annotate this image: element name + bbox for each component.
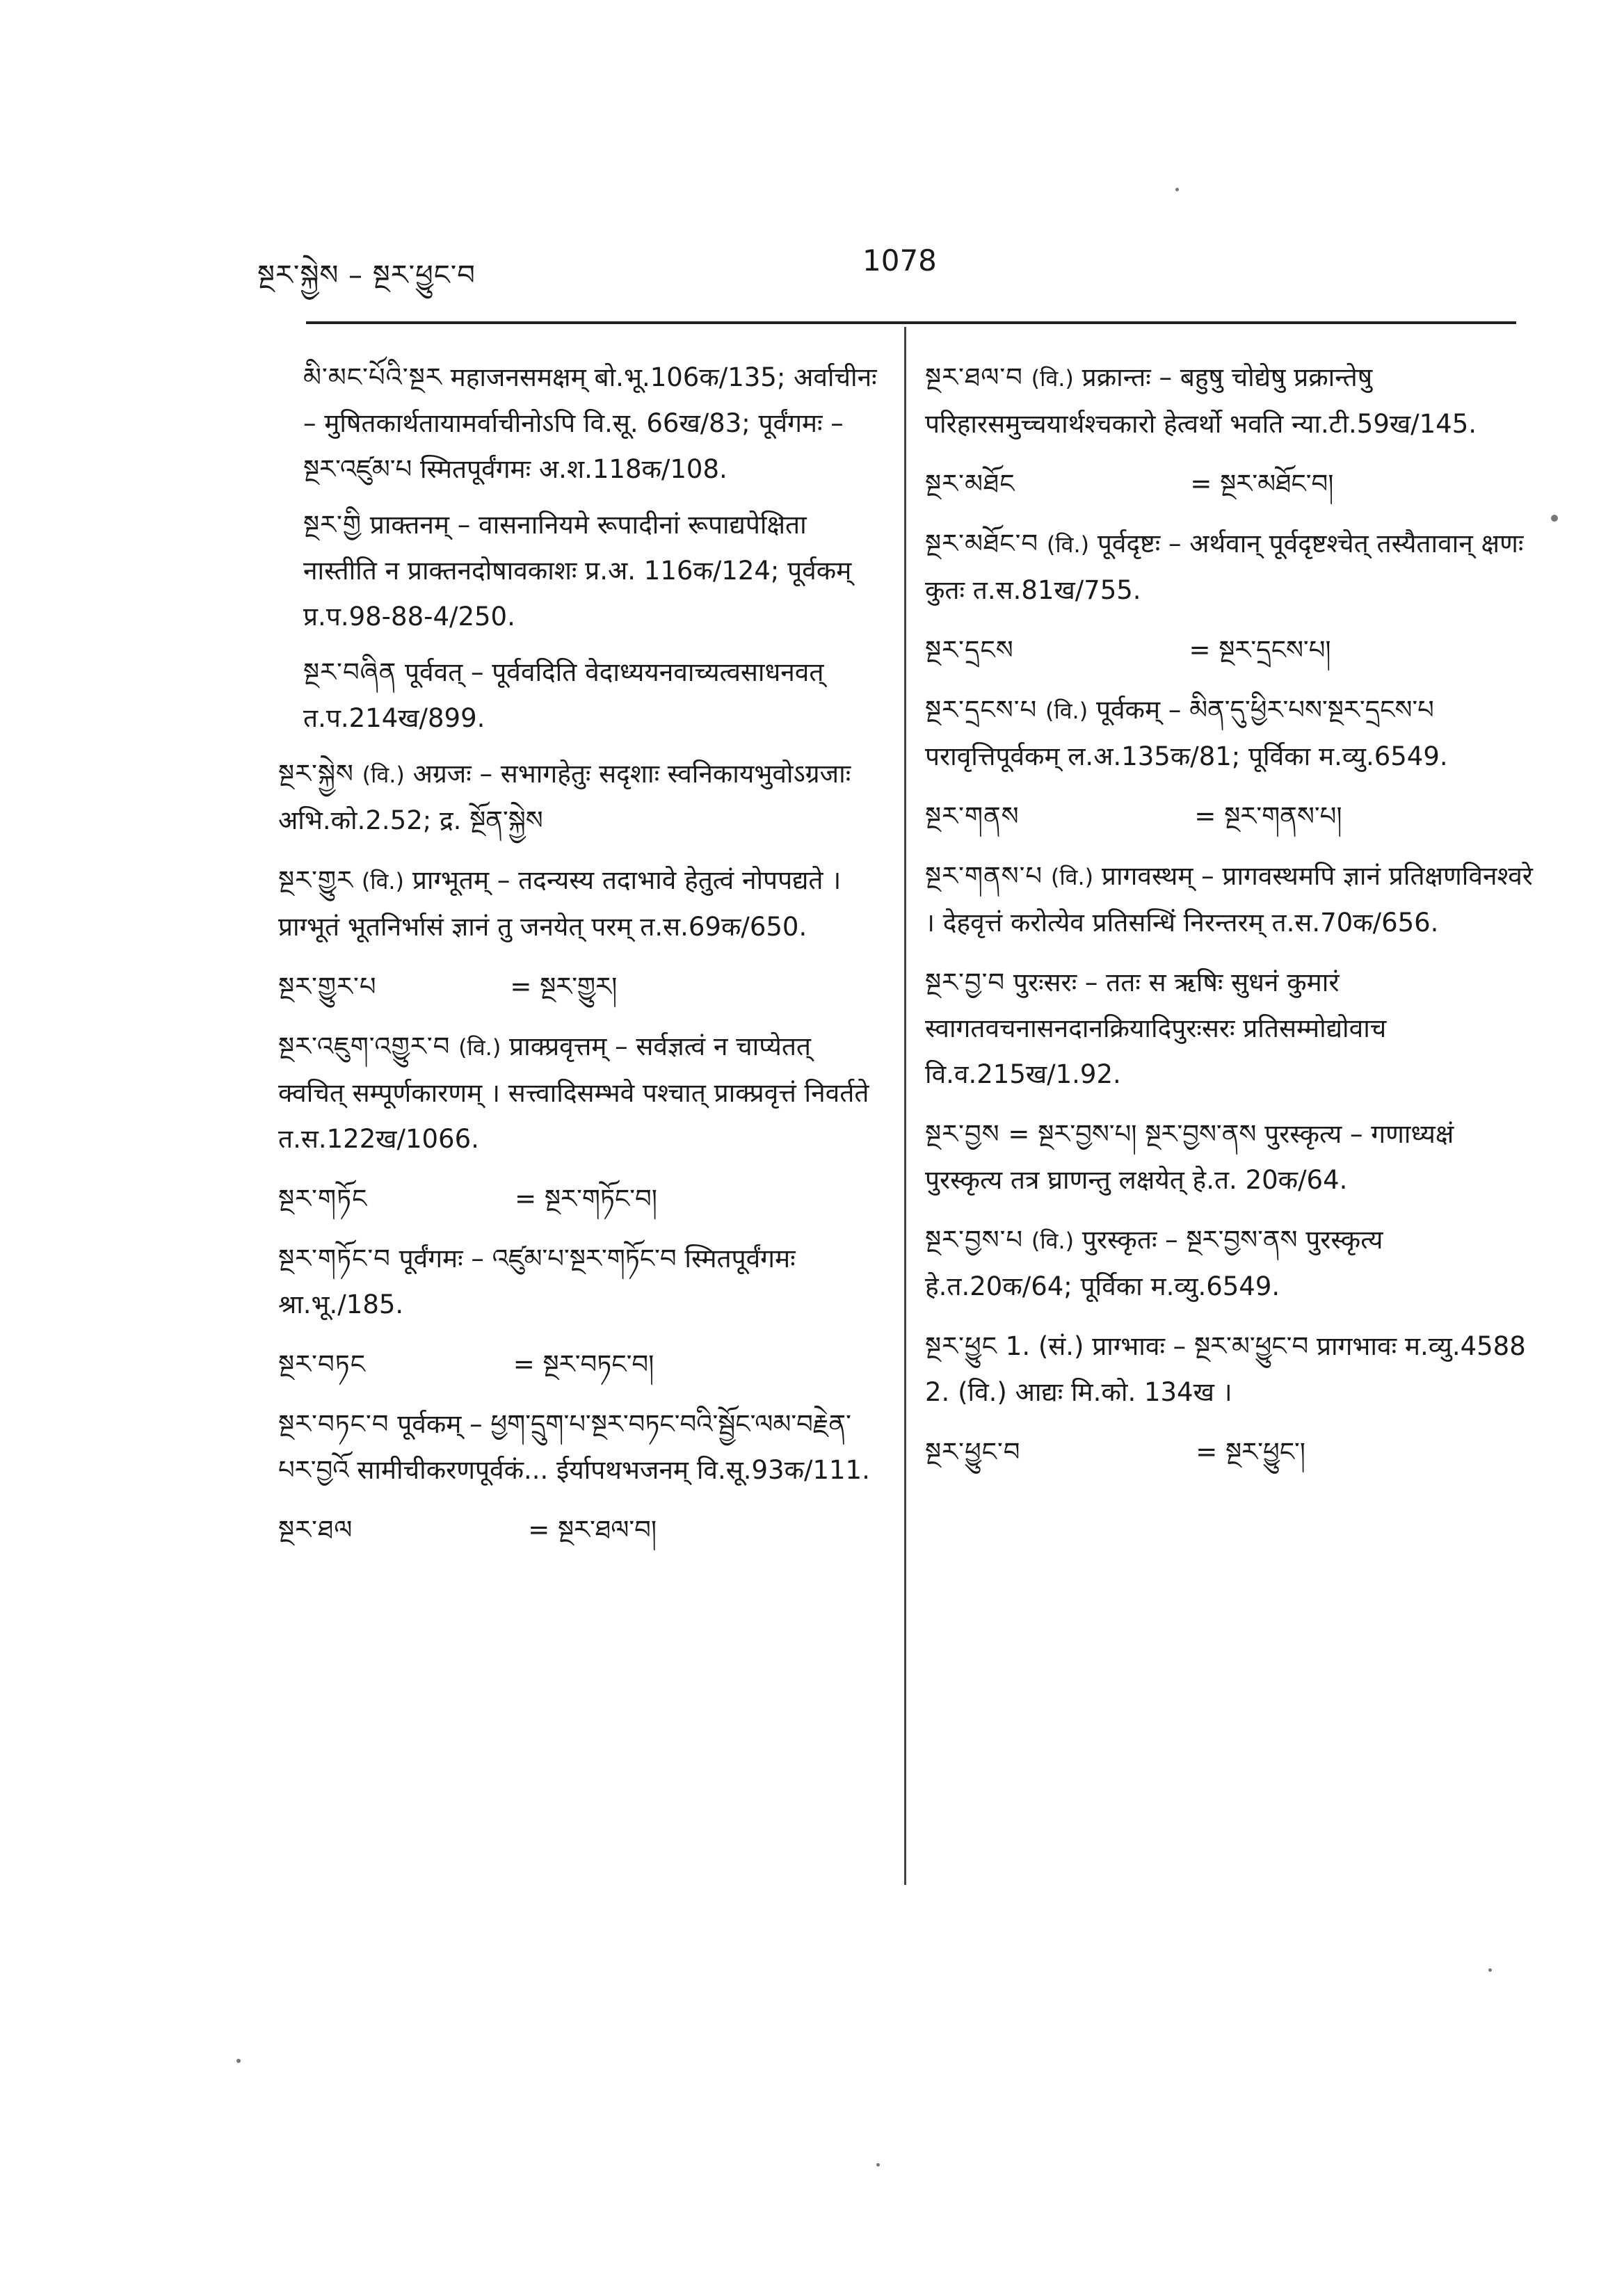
entry-headword: སྔར་ཐལ་བ	[925, 362, 1023, 392]
entry-equals: = སྔར་བཏང་བ།	[513, 1349, 654, 1379]
entry-text: पुरस्कृतः – སྔར་བྱས་ནས पुरस्कृत्य हे.त.20क/64; पूर्विका म.व्यु.6549.	[925, 1225, 1383, 1301]
entry-text: महाजनसमक्षम् बो.भू.106क/135; अर्वाचीनः – मुषितकार्थतायामर्वाचीनोऽपि वि.सू. 66ख/83; पूर्वंगमः – སྔར་འཛུམ་པ स्मितपूर्वंगमः अ.श.118क/108.	[303, 362, 877, 484]
entry-text: पूर्वकम् – ཕྱག་དྲུག་པ་སྔར་བཏང་བའི་སྦྱོང་ལམ་བརྗེན་པར་བྱའོ सामीचीकरणपूर्वकं... ईर्यापथभजनम् वि.सू.93क/111.	[278, 1409, 870, 1485]
left-column	[278, 355, 883, 1567]
dictionary-entry	[925, 1429, 1537, 1475]
entry-text: प्राक्तनम् – वासनानियमे रूपादीनां रूपाद्यपेक्षिता नास्तीति न प्राक्तनदोषावकाशः प्र.अ. 116क/124; पूर्वकम् प्र.प.98-88-4/250.	[303, 510, 852, 632]
entry-headword: སྔར་བྱས་པ	[925, 1225, 1024, 1255]
entry-headword: སྔར་དྲངས་པ	[925, 695, 1038, 725]
entry-headword: མི་མང་པོའི་སྔར	[303, 362, 442, 392]
entry-text: प्रागवस्थम् – प्रागवस्थमपि ज्ञानं प्रतिक्षणविनश्वरे । देहवृत्तं करोत्येव प्रतिसन्धिं निरन्तरम् त.स.70क/656.	[925, 861, 1533, 938]
scan-speck	[1175, 188, 1179, 191]
header-rule	[306, 321, 1516, 324]
dictionary-entry	[278, 355, 883, 492]
entry-headword: སྔར་ཕྱུང་བ	[925, 1437, 1021, 1467]
entry-headword: སྔར་བཏང་བ	[278, 1409, 389, 1439]
dictionary-entry	[925, 1217, 1537, 1310]
dictionary-entry	[925, 521, 1537, 613]
dictionary-entry	[278, 1236, 883, 1328]
dictionary-entry	[925, 1324, 1537, 1415]
entry-headword: སྔར་ཕྱུང	[925, 1331, 998, 1361]
dictionary-entry	[278, 502, 883, 640]
entry-headword: སྔར་ཐལ	[278, 1515, 353, 1545]
entry-text: སྔར་བྱས་ནས पुरस्कृत्य – गणाध्यक्षं पुरस्कृत्य तत्र घ्राणन्तु लक्षयेत् हे.त. 20क/64.	[925, 1119, 1454, 1195]
dictionary-entry	[278, 1176, 883, 1222]
entry-text: पूर्वदृष्टः – अर्थवान् पूर्वदृष्टश्चेत् तस्यैतावान् क्षणः कुतः त.स.81ख/755.	[925, 529, 1524, 605]
entry-grammar: (वि.)	[1045, 698, 1088, 724]
entry-headword: སྔར་བྱས	[925, 1119, 1000, 1149]
entry-text: प्राग्भूतम् – तदन्यस्य तदाभावे हेतुत्वं नोपपद्यते । प्राग्भूतं भूतनिर्भासं ज्ञानं तु जनयेत् परम् त.स.69क/650.	[278, 865, 842, 942]
entry-headword: སྔར་གཏོང	[278, 1184, 368, 1214]
dictionary-entry	[925, 627, 1537, 673]
entry-text: पूर्ववत् – पूर्ववदिति वेदाध्ययनवाच्यत्वसाधनवत् त.प.214ख/899.	[303, 657, 824, 733]
entry-headword: སྔར་གནས་པ	[925, 861, 1043, 891]
entry-headword: སྔར་གྱུར	[278, 865, 354, 895]
entry-grammar: (वि.)	[1050, 864, 1094, 890]
entry-headword: སྔར་སྐྱེས	[278, 759, 354, 789]
entry-headword: སྔར་གནས	[925, 801, 1020, 831]
dictionary-entry	[925, 853, 1537, 946]
entry-equals: = སྔར་ཐལ་བ།	[528, 1515, 657, 1545]
entry-equals: = སྔར་དྲངས་པ།	[1189, 635, 1331, 665]
entry-headword: སྔར་བྱ་བ	[925, 967, 1006, 997]
entry-equals: = སྔར་གྱུར།	[510, 972, 618, 1002]
entry-equals: = སྔར་ཕྱུང་།	[1196, 1437, 1306, 1467]
dictionary-entry	[278, 858, 883, 950]
entry-text: अग्रजः – सभागहेतुः सदृशाः स्वनिकायभुवोऽग्रजाः अभि.को.2.52; द्र. སྔོན་སྐྱེས	[278, 759, 851, 835]
entry-headword: སྔར་གཏོང་བ	[278, 1244, 391, 1274]
entry-grammar: (वि.)	[362, 762, 405, 788]
entry-equals: = སྔར་བྱས་པ།	[1008, 1119, 1137, 1149]
right-column	[925, 355, 1537, 1489]
scan-speck	[1488, 1968, 1492, 1972]
entry-grammar: (वि.)	[361, 868, 405, 894]
dictionary-entry	[278, 650, 883, 741]
entry-grammar: (वि.)	[1046, 531, 1090, 558]
dictionary-entry	[278, 1507, 883, 1553]
entry-text: प्राक्प्रवृत्तम् – सर्वज्ञत्वं न चाप्येतत् क्वचित् सम्पूर्णकारणम् । सत्त्वादिसम्भवे पश्चात् प्राक्प्रवृत्तं निवर्तते त.स.122ख/1066.	[278, 1031, 869, 1154]
header-headword-range: སྔར་སྐྱེས – སྔར་ཕྱུང་བ	[257, 259, 476, 291]
dictionary-entry	[925, 1111, 1537, 1203]
dictionary-entry	[278, 1342, 883, 1388]
entry-text: 1. (सं.) प्राग्भावः – སྔར་མ་ཕྱུང་བ प्रागभावः म.व्यु.4588 2. (वि.) आद्यः मि.को. 134ख ।	[925, 1331, 1526, 1407]
entry-headword: སྔར་བཏང	[278, 1349, 367, 1379]
dictionary-entry	[278, 1024, 883, 1162]
entry-grammar: (वि.)	[458, 1034, 501, 1061]
entry-grammar: (वि.)	[1031, 1228, 1075, 1254]
entry-grammar: (वि.)	[1031, 365, 1074, 392]
entry-text: पूर्वकम् – མིན་དུ་ཕྱིར་པས་སྔར་དྲངས་པ परावृत्तिपूर्वकम् ल.अ.135क/81; पूर्विका म.व्यु.6549.	[925, 695, 1448, 771]
dictionary-entry	[925, 355, 1537, 447]
entry-equals: = སྔར་མཐོང་བ།	[1190, 469, 1334, 499]
scan-speck	[876, 2163, 880, 2167]
entry-text: पूर्वंगमः – འཛུམ་པ་སྔར་གཏོང་བ स्मितपूर्वंगमः श्रा.भू./185.	[278, 1244, 796, 1319]
dictionary-entry	[925, 687, 1537, 780]
scan-speck	[236, 2059, 241, 2063]
entry-headword: སྔར་དྲངས	[925, 635, 1014, 665]
entry-headword: སྔར་མཐོང་བ	[925, 529, 1039, 559]
scan-speck	[1551, 515, 1558, 522]
entry-text: पुरःसरः – ततः स ऋषिः सुधनं कुमारं स्वागतवचनासनदानक्रियादिपुरःसरः प्रतिसम्मोद्योवाच वि.व.215ख/1.92.	[925, 967, 1387, 1089]
entry-equals: = སྔར་གནས་པ།	[1194, 801, 1342, 831]
dictionary-entry	[925, 960, 1537, 1098]
dictionary-entry	[278, 751, 883, 844]
dictionary-entry	[278, 964, 883, 1010]
column-divider	[904, 327, 906, 1885]
page-number: 1078	[862, 243, 937, 278]
entry-headword: སྔར་བཞིན	[303, 657, 397, 687]
entry-headword: སྔར་གྱི	[303, 510, 362, 540]
dictionary-entry	[925, 461, 1537, 507]
dictionary-entry	[925, 794, 1537, 840]
dictionary-entry	[278, 1401, 883, 1493]
entry-headword: སྔར་འཇུག་འགྱུར་བ	[278, 1031, 451, 1061]
entry-headword: སྔར་མཐོང	[925, 469, 1015, 499]
entry-text: प्रक्रान्तः – बहुषु चोद्येषु प्रक्रान्तेषु परिहारसमुच्चयार्थश्चकारो हेत्वर्थो भवति न्या.टी.59ख/145.	[925, 362, 1477, 439]
entry-headword: སྔར་གྱུར་པ	[278, 972, 377, 1002]
entry-equals: = སྔར་གཏོང་བ།	[515, 1184, 657, 1214]
